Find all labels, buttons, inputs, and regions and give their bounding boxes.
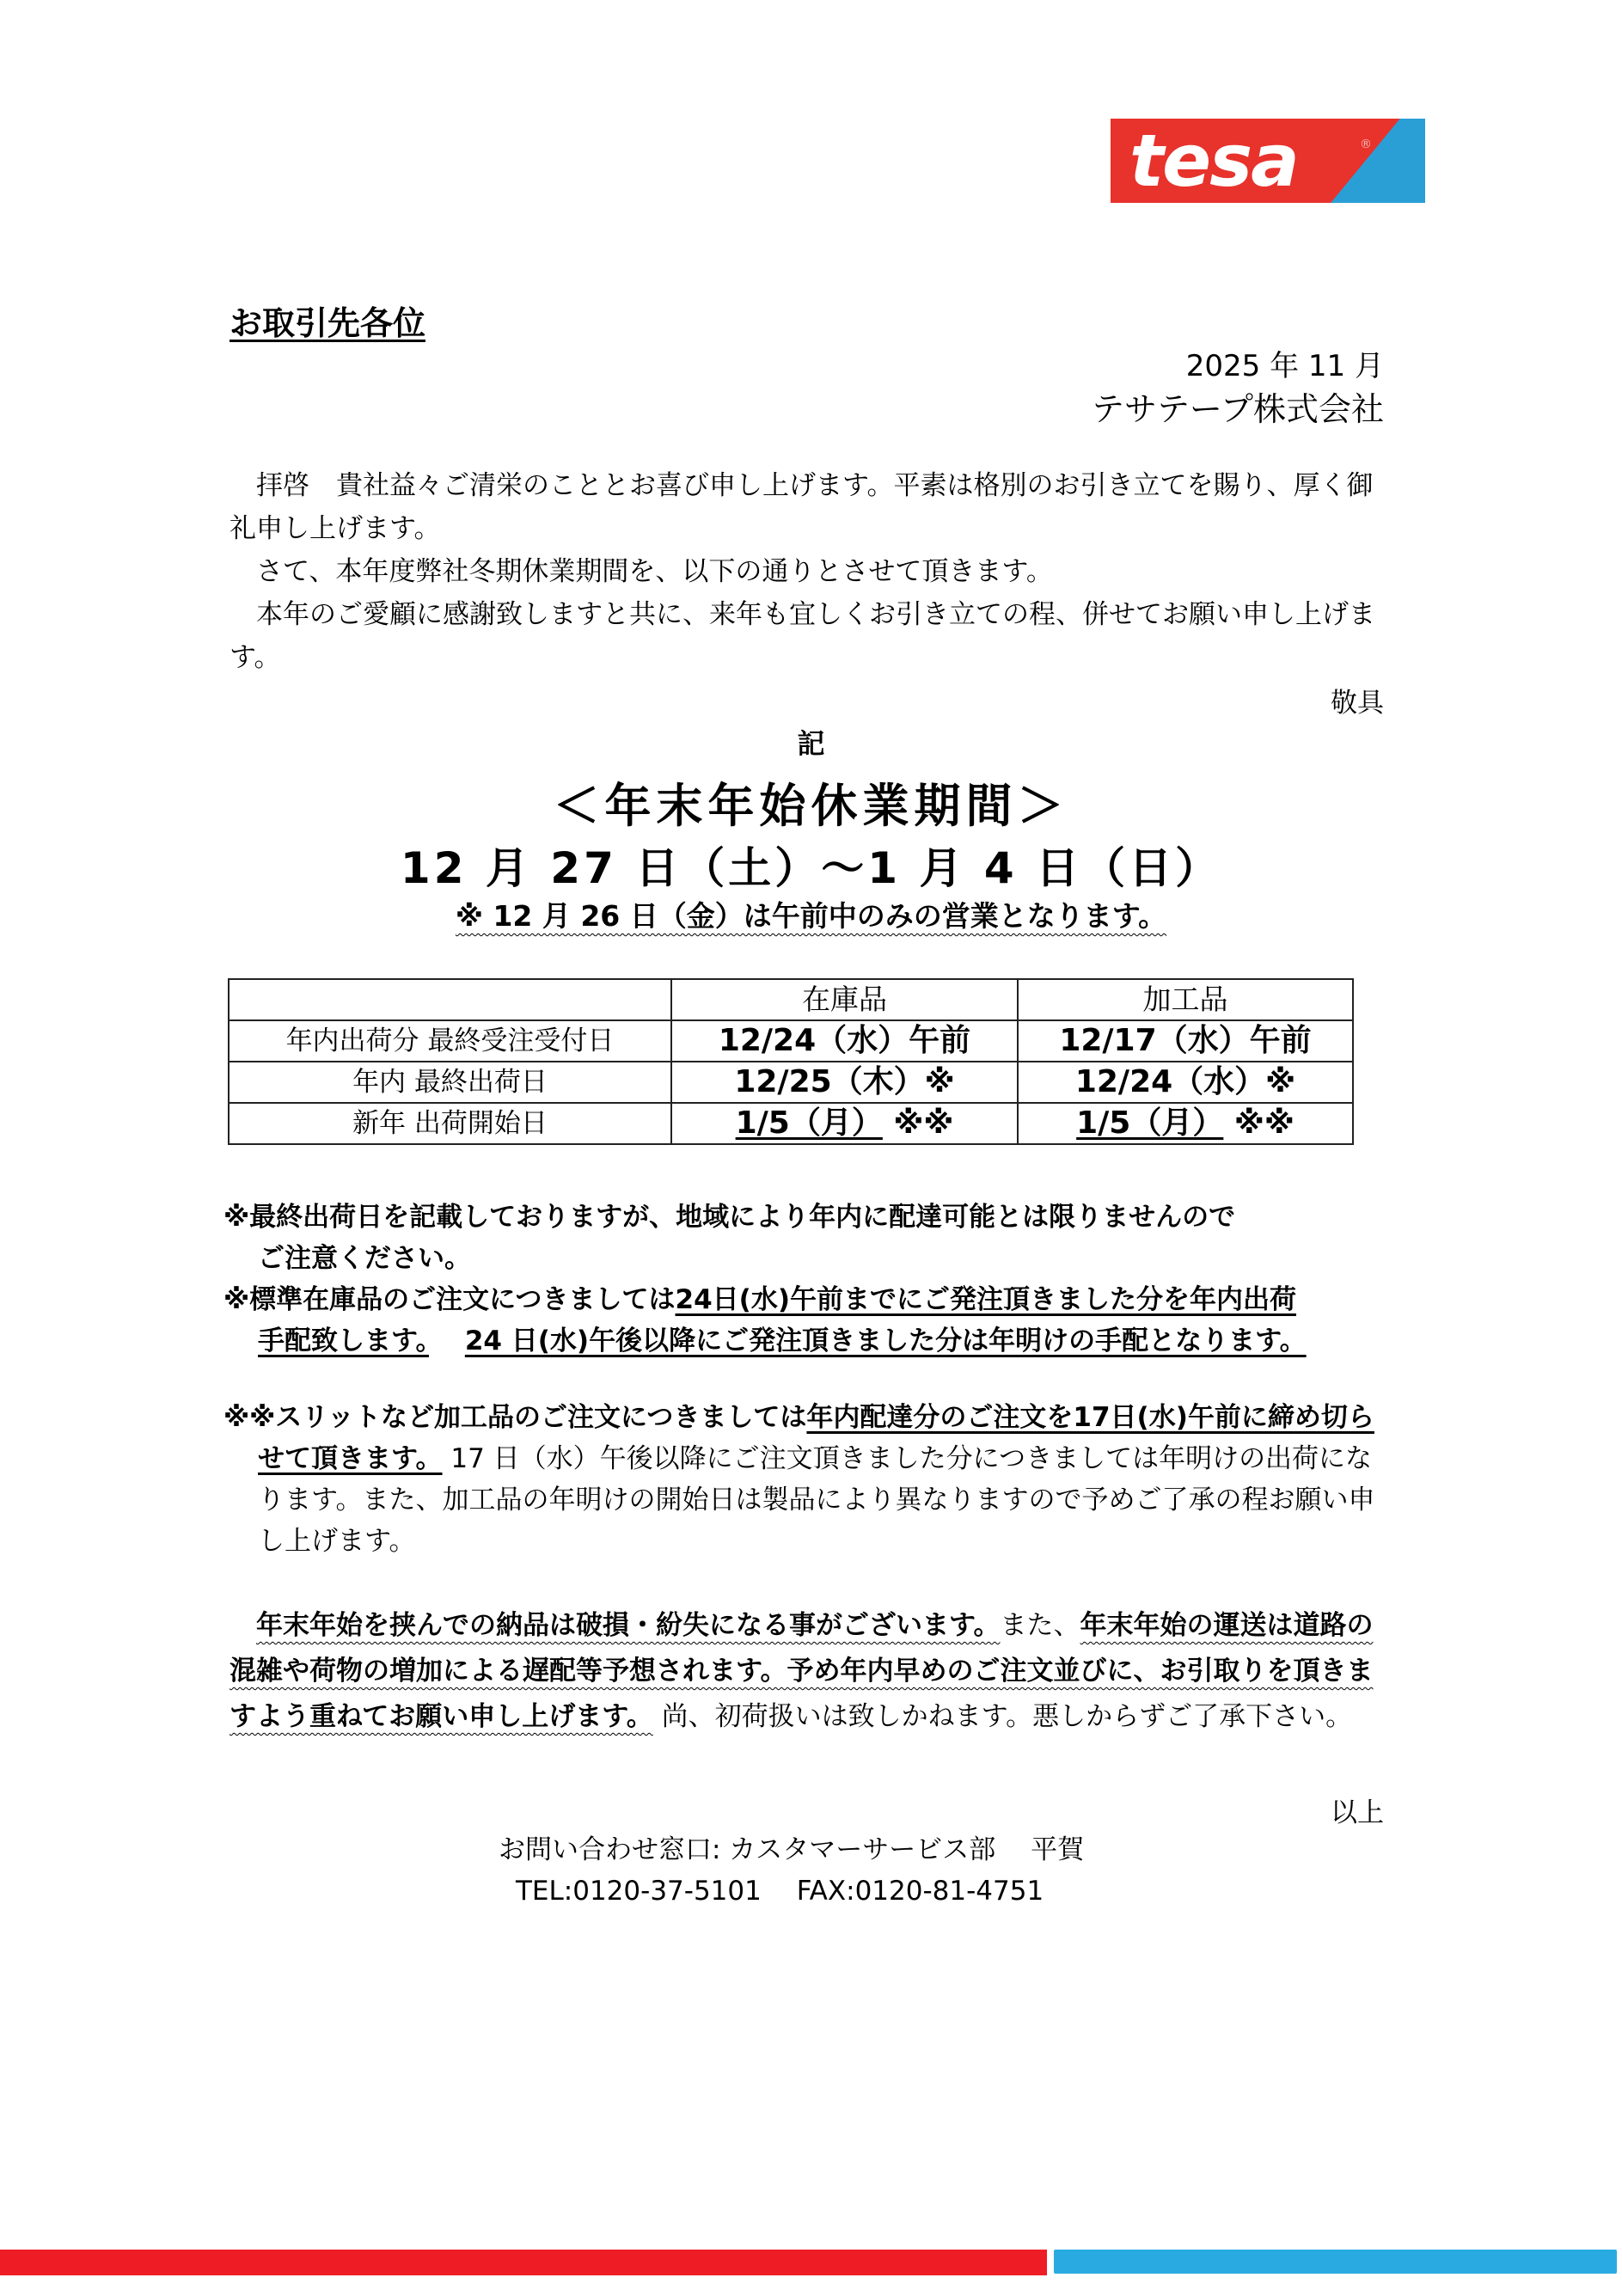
contact-phone-fax: TEL:0120-37-5101 FAX:0120-81-4751 [516, 1876, 1044, 1907]
footer-blue-bar [1054, 2250, 1617, 2274]
holiday-period: 12 月 27 日（土）〜1 月 4 日（日） [400, 843, 1222, 893]
table-row [229, 1062, 1353, 1103]
stock-value: 12/24（水）午前 [671, 1020, 1018, 1062]
announcement-paragraph: さて、本年度弊社冬期休業期間を、以下の通りとさせて頂きます。 [230, 556, 1053, 587]
ki-heading: 記 [797, 727, 825, 760]
table-header-stock: 在庫品 [671, 979, 1018, 1020]
footer-red-bar [0, 2250, 1047, 2275]
row-label: 新年 出荷開始日 [229, 1103, 671, 1144]
stock-value: 1/5（月） ※※ [671, 1103, 1018, 1144]
stock-value: 12/25（木）※ [671, 1062, 1018, 1103]
table-row [229, 1020, 1353, 1062]
note-stock-items: ※標準在庫品のご注文につきましては24日(水)午前までにご発注頂きました分を年内出荷 手配致します。 24 日(水)午後以降にご発注頂きました分は年明けの手配となります。 [223, 1284, 1307, 1356]
note-processed-items: ※※スリットなど加工品のご注文につきましては年内配達分のご注文を17日(水)午前に締め切らせて頂きます。 17 日（水）午後以降にご注文頂きました分につきましては年明けの出荷になります。また、加工品の年明けの開始日は製品により異なりますので予めご了承の程お願い申し上げます。 [223, 1402, 1375, 1557]
closing-paragraph: 年末年始を挟んでの納品は破損・紛失になる事がございます。また、年末年始の運送は道路の混雑や荷物の増加による遅配等予想されます。予め年内早めのご注文並びに、お引取りを頂きますよう重ねてお願い申し上げます。 尚、初荷扱いは致しかねます。悪しからずご了承下さい。 [230, 1610, 1374, 1732]
ijo-closing: 以上 [1331, 1797, 1384, 1828]
note-delivery-region: ※最終出荷日を記載しておりますが、地域により年内に配達可能とは限りませんので ご注意ください。 [223, 1202, 1236, 1274]
company-name: テサテープ株式会社 [1091, 390, 1384, 428]
closing-word: 敬具 [1331, 688, 1384, 719]
processed-value: 1/5（月） ※※ [1018, 1103, 1353, 1144]
table-header-empty [229, 979, 671, 1020]
holiday-title: ＜年末年始休業期間＞ [553, 779, 1069, 833]
half-day-note: ※ 12 月 26 日（金）は午前中のみの営業となります。 [455, 899, 1167, 933]
greeting-paragraph: 拝啓 貴社益々ご清栄のこととお喜び申し上げます。平素は格別のお引き立てを賜り、厚く御礼申し上げます。 [230, 470, 1374, 544]
processed-value: 12/17（水）午前 [1018, 1020, 1353, 1062]
document-date: 2025 年 11 月 [1185, 349, 1384, 383]
table-header-processed: 加工品 [1018, 979, 1353, 1020]
logo-text: tesa [1129, 119, 1298, 203]
processed-value: 12/24（水）※ [1018, 1062, 1353, 1103]
contact-info [499, 1829, 1084, 1912]
thanks-paragraph: 本年のご愛顧に感謝致しますと共に、来年も宜しくお引き立ての程、併せてお願い申し上げます。 [230, 599, 1375, 673]
registered-mark: ® [1360, 138, 1372, 151]
table-row [229, 1103, 1353, 1144]
shipping-schedule-table [228, 978, 1354, 1145]
tesa-logo [1111, 119, 1425, 203]
addressee: お取引先各位 [230, 304, 426, 342]
row-label: 年内出荷分 最終受注受付日 [229, 1020, 671, 1062]
row-label: 年内 最終出荷日 [229, 1062, 671, 1103]
contact-department: お問い合わせ窓口: カスタマーサービス部 平賀 [499, 1834, 1085, 1865]
table-header-row [229, 979, 1353, 1020]
